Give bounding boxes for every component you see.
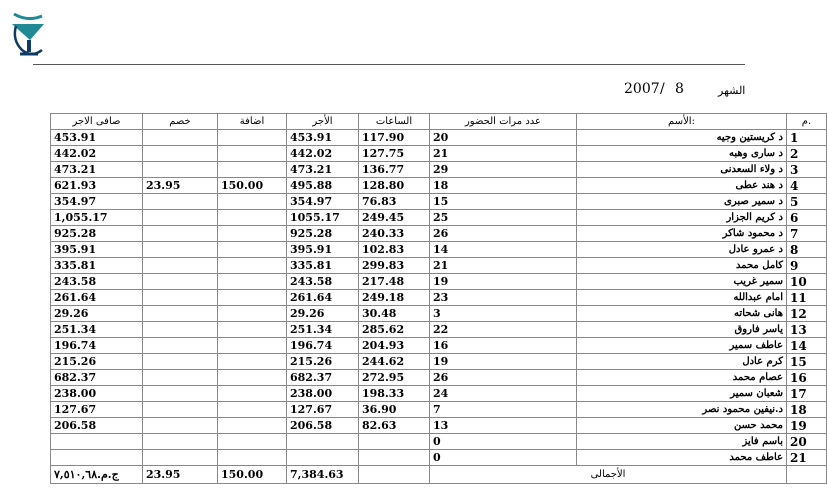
cell-hours: 128.80 — [359, 178, 430, 194]
cell-deduction — [143, 370, 218, 386]
column-header-hours: الساعات — [359, 114, 430, 130]
cell-index: 4 — [787, 178, 827, 194]
cell-net: 261.64 — [51, 290, 143, 306]
cell-net: 473.21 — [51, 162, 143, 178]
cell-addition — [218, 370, 287, 386]
column-header-attendance: عدد مرات الحضور — [430, 114, 577, 130]
cell-index: 12 — [787, 306, 827, 322]
cell-wage: 238.00 — [287, 386, 359, 402]
cell-index: 20 — [787, 434, 827, 450]
cell-index: 13 — [787, 322, 827, 338]
cell-wage: 215.26 — [287, 354, 359, 370]
cell-deduction — [143, 258, 218, 274]
cell-name: د كريم الجزار — [577, 210, 787, 226]
cell-attendance: 23 — [430, 290, 577, 306]
table-row — [51, 418, 827, 434]
cell-wage: 1055.17 — [287, 210, 359, 226]
cell-wage: 206.58 — [287, 418, 359, 434]
cell-index: 18 — [787, 402, 827, 418]
table-row — [51, 194, 827, 210]
cell-wage: 335.81 — [287, 258, 359, 274]
column-header-net: صافى الاجر — [51, 114, 143, 130]
total-net: ج.م.٧,٥١٠,٦٨ — [51, 466, 143, 484]
column-header-index: م. — [787, 114, 827, 130]
cell-name: د كريستين وجيه — [577, 130, 787, 146]
cell-net: 335.81 — [51, 258, 143, 274]
cell-attendance: 24 — [430, 386, 577, 402]
cell-addition — [218, 338, 287, 354]
cell-name: د هند عطى — [577, 178, 787, 194]
cell-addition — [218, 306, 287, 322]
cell-index: 16 — [787, 370, 827, 386]
cell-wage: 395.91 — [287, 242, 359, 258]
cell-hours: 249.18 — [359, 290, 430, 306]
cell-name: باسم فايز — [577, 434, 787, 450]
cell-attendance: 3 — [430, 306, 577, 322]
cell-deduction — [143, 402, 218, 418]
cell-name: عاطف محمد — [577, 450, 787, 466]
cell-net: 238.00 — [51, 386, 143, 402]
cell-attendance: 16 — [430, 338, 577, 354]
cell-attendance: 22 — [430, 322, 577, 338]
cell-addition — [218, 450, 287, 466]
cell-name: محمد حسن — [577, 418, 787, 434]
cell-name: عاطف سمير — [577, 338, 787, 354]
cell-net: 925.28 — [51, 226, 143, 242]
table-row — [51, 450, 827, 466]
cell-name: د عمرو عادل — [577, 242, 787, 258]
cell-addition — [218, 194, 287, 210]
payroll-table — [50, 113, 827, 484]
cell-name: د.نيفين محمود نصر — [577, 402, 787, 418]
cell-wage — [287, 434, 359, 450]
cell-addition — [218, 434, 287, 450]
cell-name: كرم عادل — [577, 354, 787, 370]
cell-net: 127.67 — [51, 402, 143, 418]
cell-addition — [218, 162, 287, 178]
cell-attendance: 0 — [430, 450, 577, 466]
table-row — [51, 290, 827, 306]
cell-index: 1 — [787, 130, 827, 146]
cell-deduction — [143, 210, 218, 226]
cell-deduction — [143, 290, 218, 306]
cell-hours: 30.48 — [359, 306, 430, 322]
cell-wage: 243.58 — [287, 274, 359, 290]
table-row — [51, 306, 827, 322]
table-row — [51, 258, 827, 274]
cell-net: 621.93 — [51, 178, 143, 194]
cell-deduction — [143, 386, 218, 402]
column-header-deduction: خصم — [143, 114, 218, 130]
cell-hours: 136.77 — [359, 162, 430, 178]
cell-name: شعبان سمير — [577, 386, 787, 402]
table-row — [51, 434, 827, 450]
cell-net: 215.26 — [51, 354, 143, 370]
cell-hours — [359, 434, 430, 450]
cell-addition — [218, 290, 287, 306]
cell-wage: 261.64 — [287, 290, 359, 306]
cell-index: 19 — [787, 418, 827, 434]
cell-hours: 299.83 — [359, 258, 430, 274]
cell-attendance: 14 — [430, 242, 577, 258]
table-row — [51, 274, 827, 290]
cell-addition — [218, 322, 287, 338]
cell-deduction — [143, 338, 218, 354]
cell-attendance: 21 — [430, 146, 577, 162]
cell-wage: 682.37 — [287, 370, 359, 386]
cell-name: د محمود شاكر — [577, 226, 787, 242]
cell-deduction — [143, 274, 218, 290]
cell-wage: 29.26 — [287, 306, 359, 322]
cell-wage: 251.34 — [287, 322, 359, 338]
cell-wage: 495.88 — [287, 178, 359, 194]
cell-attendance: 26 — [430, 226, 577, 242]
table-row — [51, 146, 827, 162]
table-row — [51, 226, 827, 242]
cell-index: 15 — [787, 354, 827, 370]
header-divider — [33, 64, 745, 65]
cell-attendance: 29 — [430, 162, 577, 178]
cell-attendance: 18 — [430, 178, 577, 194]
cell-net: 251.34 — [51, 322, 143, 338]
cell-name: امام عبدالله — [577, 290, 787, 306]
cell-deduction — [143, 434, 218, 450]
cell-net: 196.74 — [51, 338, 143, 354]
cell-addition — [218, 418, 287, 434]
column-header-wage: الأجر — [287, 114, 359, 130]
cell-net: 682.37 — [51, 370, 143, 386]
cell-hours: 198.33 — [359, 386, 430, 402]
cell-addition — [218, 130, 287, 146]
cell-name: د سمير صبرى — [577, 194, 787, 210]
table-row — [51, 386, 827, 402]
cell-hours: 204.93 — [359, 338, 430, 354]
cell-index: 17 — [787, 386, 827, 402]
month-value: 8 — [675, 81, 684, 97]
cell-index: 14 — [787, 338, 827, 354]
cell-index: 9 — [787, 258, 827, 274]
table-row — [51, 178, 827, 194]
cell-deduction — [143, 226, 218, 242]
cell-hours: 82.63 — [359, 418, 430, 434]
total-wage: 7,384.63 — [287, 466, 359, 484]
cell-index: 2 — [787, 146, 827, 162]
cell-deduction: 23.95 — [143, 178, 218, 194]
cell-net — [51, 434, 143, 450]
cell-index: 10 — [787, 274, 827, 290]
cell-deduction — [143, 450, 218, 466]
table-header-row — [51, 114, 827, 130]
cell-addition — [218, 226, 287, 242]
cell-net: 206.58 — [51, 418, 143, 434]
cell-addition — [218, 210, 287, 226]
cell-hours: 127.75 — [359, 146, 430, 162]
cell-index: 8 — [787, 242, 827, 258]
table-row — [51, 210, 827, 226]
cell-index: 3 — [787, 162, 827, 178]
cell-attendance: 15 — [430, 194, 577, 210]
cell-wage: 354.97 — [287, 194, 359, 210]
pharmacy-logo-icon — [8, 10, 48, 62]
totals-row — [51, 466, 827, 484]
cell-deduction — [143, 194, 218, 210]
cell-index: 21 — [787, 450, 827, 466]
total-label: الأجمالى — [430, 466, 787, 484]
cell-deduction — [143, 130, 218, 146]
cell-attendance: 25 — [430, 210, 577, 226]
cell-hours: 249.45 — [359, 210, 430, 226]
cell-deduction — [143, 162, 218, 178]
date-separator: / — [660, 81, 665, 97]
cell-addition — [218, 146, 287, 162]
table-row — [51, 322, 827, 338]
column-header-addition: اضافة — [218, 114, 287, 130]
cell-name: د سارى وهبه — [577, 146, 787, 162]
cell-index: 5 — [787, 194, 827, 210]
year-value: 2007 — [624, 81, 660, 97]
cell-addition — [218, 258, 287, 274]
cell-addition — [218, 354, 287, 370]
cell-attendance: 7 — [430, 402, 577, 418]
total-index — [787, 466, 827, 484]
cell-deduction — [143, 242, 218, 258]
cell-hours — [359, 450, 430, 466]
cell-net: 354.97 — [51, 194, 143, 210]
cell-hours: 285.62 — [359, 322, 430, 338]
cell-attendance: 20 — [430, 130, 577, 146]
cell-addition — [218, 274, 287, 290]
column-header-name: الأسم: — [577, 114, 787, 130]
table-row — [51, 338, 827, 354]
cell-name: كامل محمد — [577, 258, 787, 274]
cell-wage: 442.02 — [287, 146, 359, 162]
cell-hours: 117.90 — [359, 130, 430, 146]
cell-deduction — [143, 306, 218, 322]
cell-addition: 150.00 — [218, 178, 287, 194]
cell-net: 243.58 — [51, 274, 143, 290]
cell-net: 453.91 — [51, 130, 143, 146]
table-row — [51, 242, 827, 258]
cell-wage: 473.21 — [287, 162, 359, 178]
cell-net: 442.02 — [51, 146, 143, 162]
cell-name: ياسر فاروق — [577, 322, 787, 338]
cell-index: 7 — [787, 226, 827, 242]
table-row — [51, 130, 827, 146]
total-addition: 150.00 — [218, 466, 287, 484]
cell-net: 1,055.17 — [51, 210, 143, 226]
cell-attendance: 13 — [430, 418, 577, 434]
cell-name: سمير غريب — [577, 274, 787, 290]
cell-deduction — [143, 354, 218, 370]
cell-index: 6 — [787, 210, 827, 226]
cell-hours: 240.33 — [359, 226, 430, 242]
cell-addition — [218, 386, 287, 402]
cell-wage: 925.28 — [287, 226, 359, 242]
cell-name: هانى شحاته — [577, 306, 787, 322]
cell-addition — [218, 242, 287, 258]
cell-wage: 453.91 — [287, 130, 359, 146]
cell-hours: 76.83 — [359, 194, 430, 210]
cell-net: 29.26 — [51, 306, 143, 322]
cell-index: 11 — [787, 290, 827, 306]
cell-deduction — [143, 322, 218, 338]
cell-hours: 244.62 — [359, 354, 430, 370]
cell-addition — [218, 402, 287, 418]
table-row — [51, 370, 827, 386]
cell-deduction — [143, 146, 218, 162]
table-row — [51, 402, 827, 418]
cell-hours: 36.90 — [359, 402, 430, 418]
total-deduction: 23.95 — [143, 466, 218, 484]
cell-hours: 217.48 — [359, 274, 430, 290]
cell-net — [51, 450, 143, 466]
cell-name: د ولاء السعدنى — [577, 162, 787, 178]
cell-wage: 127.67 — [287, 402, 359, 418]
cell-name: عصام محمد — [577, 370, 787, 386]
cell-wage — [287, 450, 359, 466]
month-label: الشهر — [718, 84, 746, 97]
cell-wage: 196.74 — [287, 338, 359, 354]
cell-attendance: 19 — [430, 354, 577, 370]
cell-attendance: 0 — [430, 434, 577, 450]
cell-deduction — [143, 418, 218, 434]
cell-net: 395.91 — [51, 242, 143, 258]
cell-attendance: 19 — [430, 274, 577, 290]
cell-hours: 102.83 — [359, 242, 430, 258]
cell-attendance: 26 — [430, 370, 577, 386]
table-row — [51, 354, 827, 370]
total-hours — [359, 466, 430, 484]
cell-attendance: 21 — [430, 258, 577, 274]
table-row — [51, 162, 827, 178]
cell-hours: 272.95 — [359, 370, 430, 386]
